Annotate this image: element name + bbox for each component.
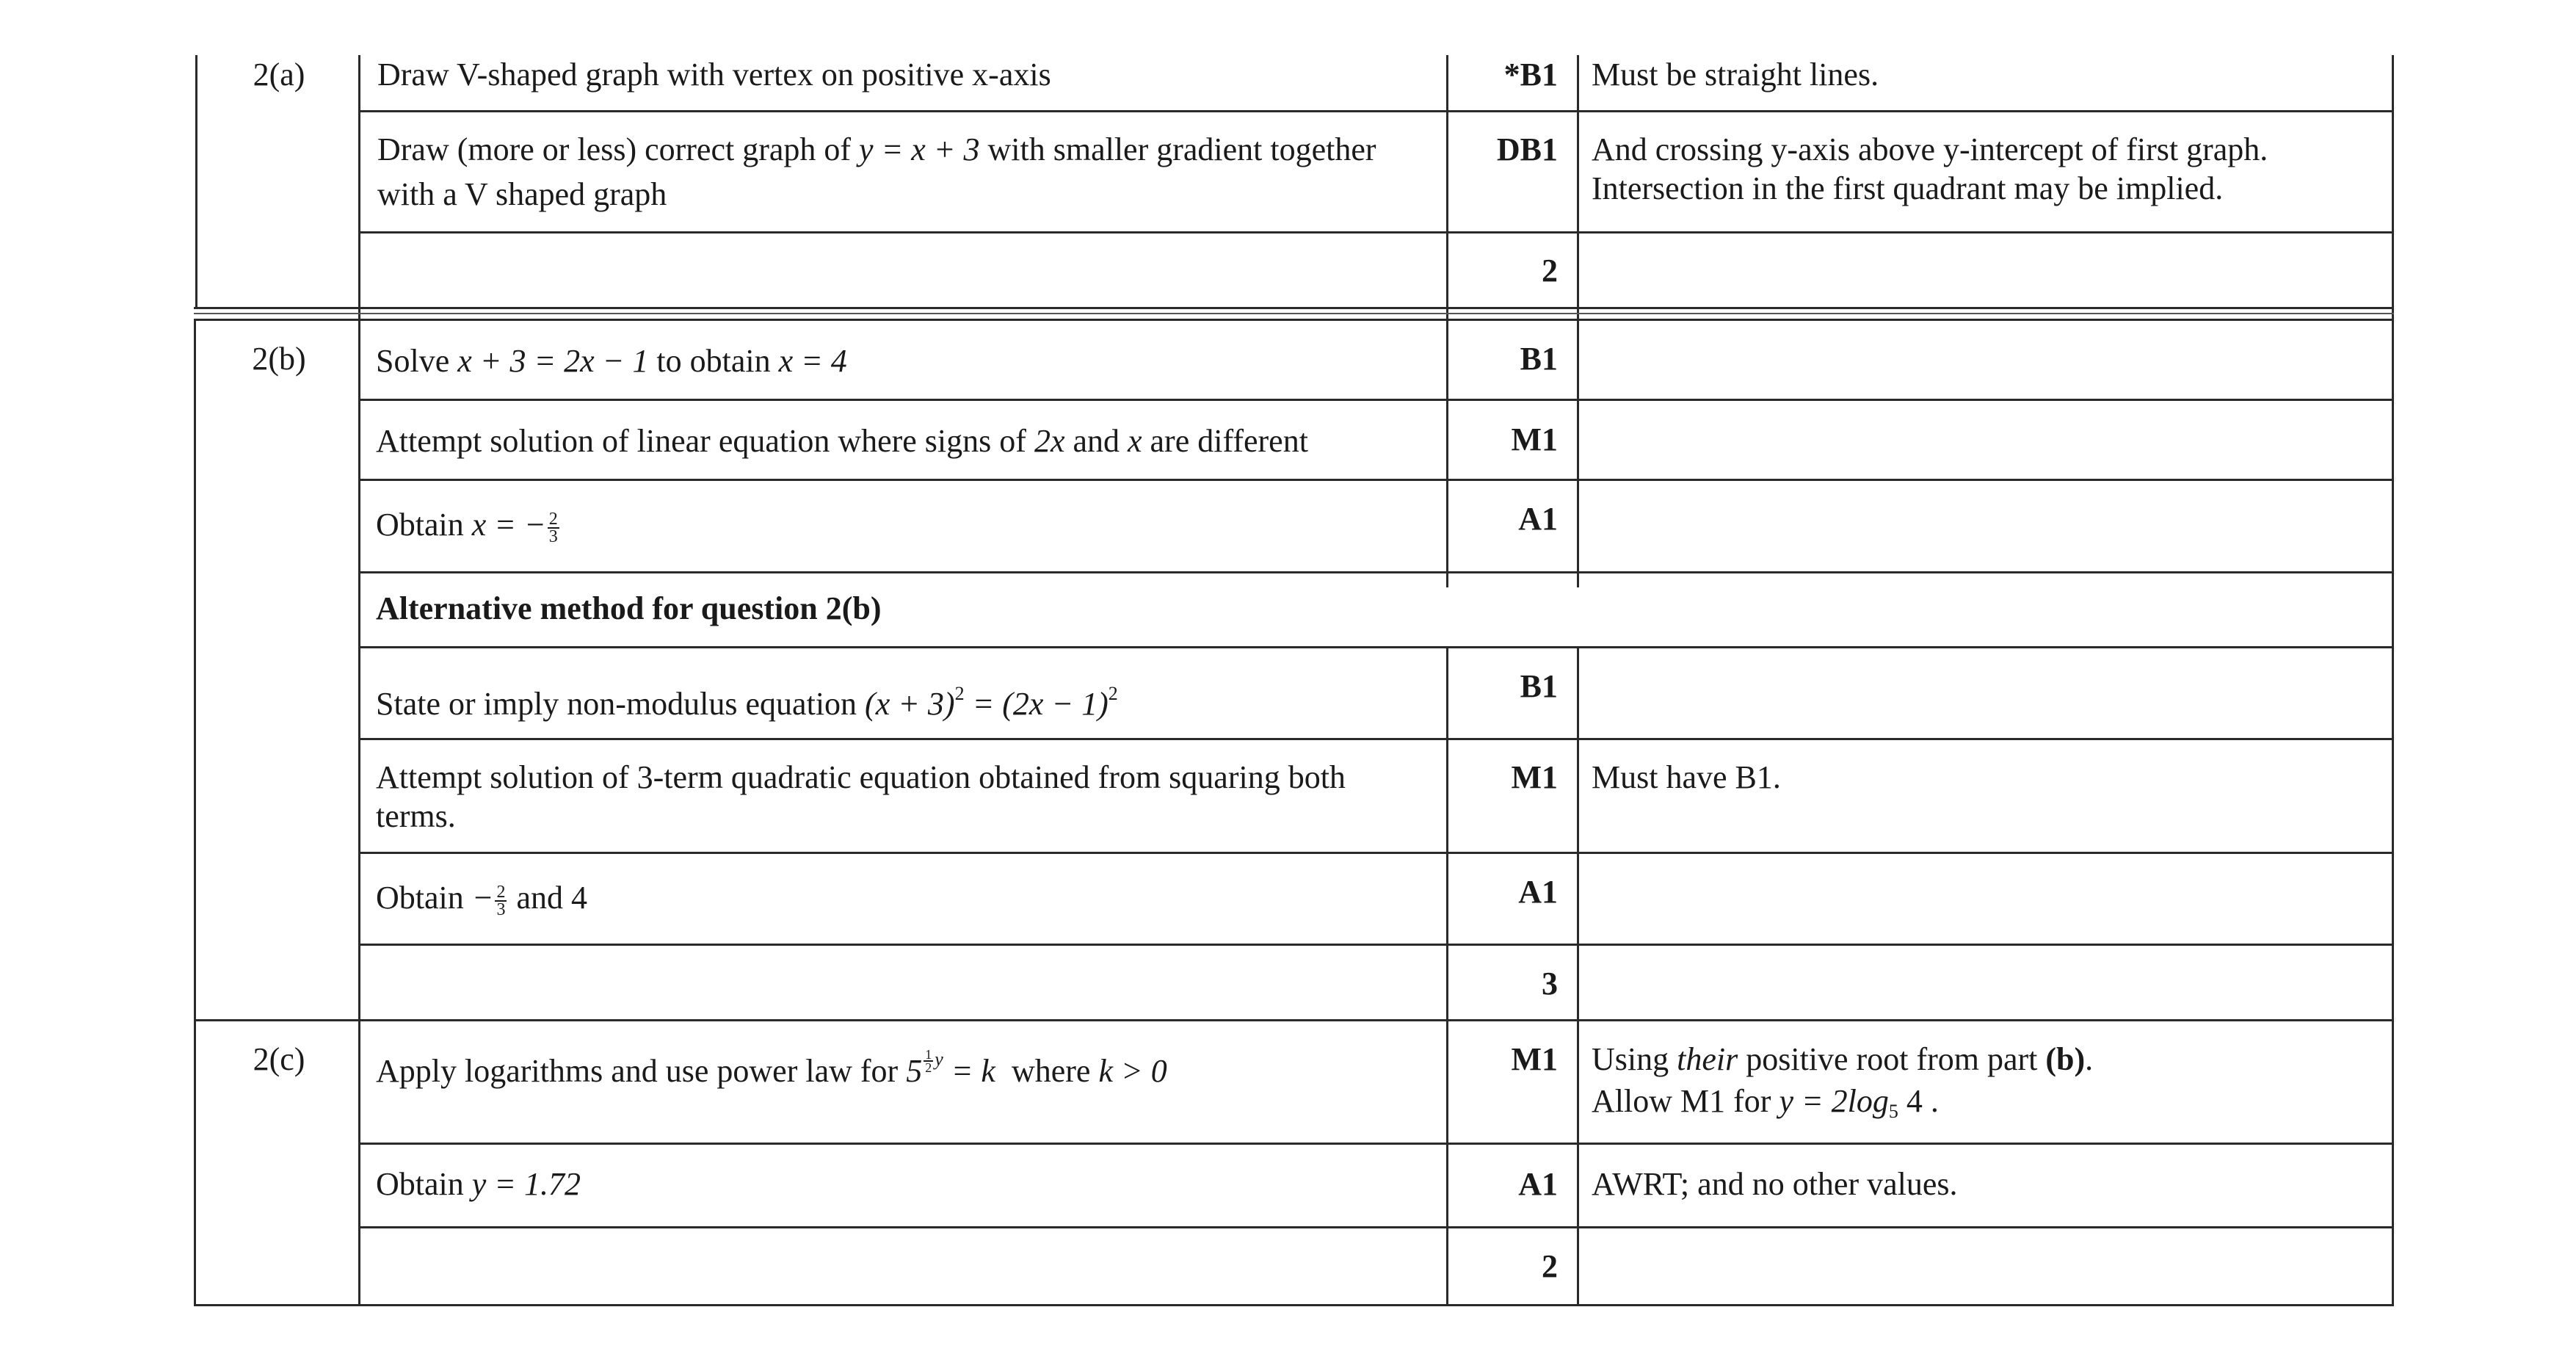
mark-code: M1 [1511,1041,1558,1077]
grid-line [194,319,196,1306]
guidance-text-part: positive root from part [1746,1041,2038,1077]
answer-text-part: Obtain [376,1166,464,1202]
answer-text: Attempt solution of 3-term quadratic equation obtained from squaring both [376,759,1346,795]
answer-text-part: where [1011,1052,1091,1089]
grid-line [358,55,360,1306]
guidance-text: And crossing y-axis above y-intercept of first graph. [1592,131,2268,167]
total-marks: 2 [1542,1248,1558,1284]
math-expression: = (2x − 1) [964,686,1109,722]
grid-line [358,1226,2394,1228]
question-label: 2(c) [253,1041,305,1077]
grid-line [1577,55,1579,587]
answer-text [377,130,1376,170]
fraction [924,1049,933,1074]
math-expression: x = − [471,507,546,543]
fraction-denominator: 2 [925,1060,932,1075]
math-expression: (x + 3) [865,686,955,722]
answer-text: terms. [376,798,456,834]
math-expression: = k [943,1052,995,1089]
grid-line [194,313,2394,314]
guidance-text [1592,1040,2093,1079]
exponent: 2 [954,683,965,704]
answer-text [376,341,847,381]
mark-code: DB1 [1496,131,1558,167]
guidance-emphasis: their [1677,1041,1738,1077]
fraction-denominator: 3 [496,899,506,919]
question-label: 2(a) [253,57,305,93]
answer-text-part: Solve [376,343,450,379]
guidance-text: Intersection in the first quadrant may be implied. [1592,170,2224,206]
answer-text [376,1049,1167,1091]
mark-code: *B1 [1503,57,1558,93]
math-expression: k > 0 [1098,1052,1167,1089]
guidance-text: AWRT; and no other values. [1592,1166,1958,1202]
grid-line [2392,55,2394,1306]
fraction [495,884,507,918]
mark-code: B1 [1520,668,1558,704]
mark-code: A1 [1518,501,1558,537]
math-expression: y = 1.72 [471,1166,581,1202]
math-expression: y = 2log [1779,1083,1889,1119]
math-expression: 2x [1034,423,1065,459]
fraction [548,511,559,545]
answer-text-part: with smaller gradient together [987,131,1376,167]
grid-line [358,944,2394,946]
grid-line [194,1304,2394,1306]
guidance-text: Must have B1. [1592,759,1781,795]
math-expression: x + 3 = 2x − 1 [457,343,649,379]
answer-text-part: Draw (more or less) correct graph of [377,131,852,167]
answer-text-part: State or imply non-modulus equation [376,686,857,722]
grid-line [358,1143,2394,1145]
exponent: 2 [1108,683,1118,704]
math-expression: 5 [906,1052,923,1089]
fraction-numerator: 2 [496,882,506,902]
guidance-text: Must be straight lines. [1592,57,1879,93]
grid-line [358,646,2394,648]
answer-text: with a V shaped graph [377,176,667,212]
answer-text-part: are different [1150,423,1308,459]
alternative-method-heading: Alternative method for question 2(b) [376,590,882,626]
mark-code: A1 [1518,1166,1558,1202]
math-expression: x = 4 [778,343,847,379]
guidance-text [1592,1082,1939,1132]
answer-text-part: and 4 [516,880,587,916]
grid-line [358,110,2394,112]
grid-line [1446,55,1448,587]
math-expression: − [471,880,494,916]
guidance-text-part: Using [1592,1041,1669,1077]
answer-text-part: Obtain [376,880,464,916]
mark-code: A1 [1518,874,1558,910]
total-marks: 3 [1542,966,1558,1002]
answer-text [376,878,587,918]
fraction-numerator: 1 [925,1047,932,1062]
answer-text-part: and [1073,423,1120,459]
answer-text-part: Apply logarithms and use power law for [376,1052,899,1089]
answer-text: Draw V-shaped graph with vertex on positive x-axis [377,57,1051,93]
grid-line [358,399,2394,401]
grid-line [358,852,2394,854]
answer-text [376,1165,581,1204]
total-marks: 2 [1542,253,1558,289]
answer-text-part: Attempt solution of linear equation where signs of [376,423,1026,459]
subscript: 5 [1888,1101,1898,1122]
guidance-text-part: . [2085,1041,2094,1077]
mark-code: B1 [1520,341,1558,377]
answer-text [376,505,561,545]
grid-line [358,738,2394,740]
grid-line [1577,646,1579,1306]
exponent [922,1049,943,1074]
mark-code: M1 [1511,759,1558,795]
exponent-variable: y [935,1048,943,1070]
answer-text-part: to obtain [656,343,771,379]
question-label: 2(b) [252,341,306,377]
fraction-numerator: 2 [548,509,558,529]
math-expression: x [1128,423,1142,459]
guidance-part-reference: (b) [2045,1041,2086,1077]
math-expression: 4 . [1898,1083,1939,1119]
fraction-denominator: 3 [548,526,558,546]
grid-line [358,571,2394,573]
answer-text [376,674,1118,724]
grid-line [194,319,2394,321]
mark-code: M1 [1511,421,1558,457]
grid-line [194,307,2394,309]
guidance-text-part: Allow M1 for [1592,1083,1771,1119]
grid-line [194,1019,2394,1021]
grid-line [358,479,2394,481]
grid-line [358,231,2394,233]
math-expression: y = x + 3 [859,131,980,167]
grid-line [195,55,197,308]
answer-text [376,421,1308,461]
answer-text-part: Obtain [376,507,464,543]
grid-line [1446,646,1448,1306]
